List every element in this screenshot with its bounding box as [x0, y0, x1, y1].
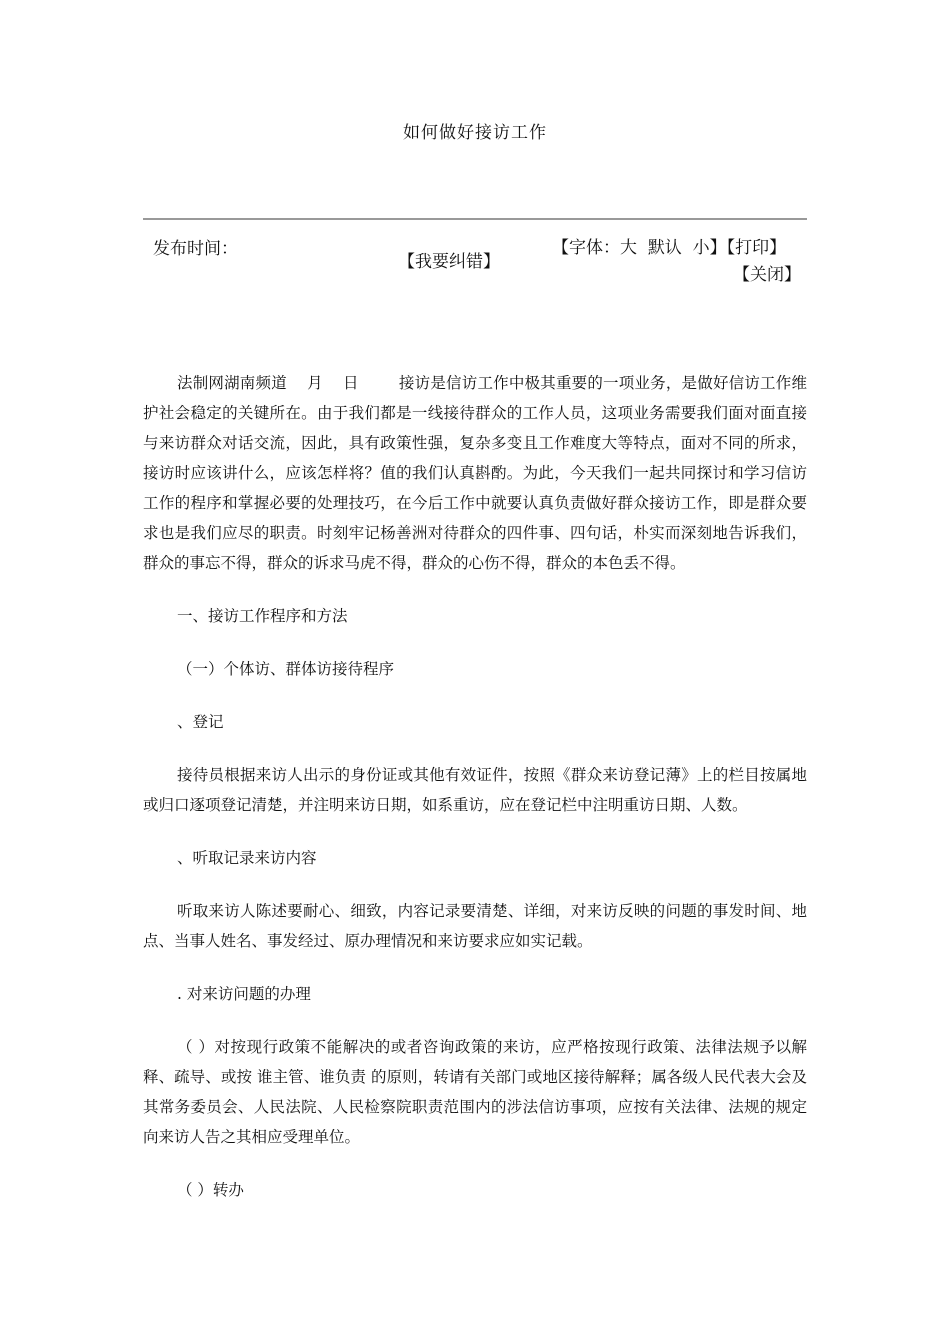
publish-time-label: 发布时间： [153, 239, 238, 259]
day-label: 日 [342, 374, 359, 392]
subsection-handling-text: （ ）对按现行政策不能解决的或者咨询政策的来访，应严格按现行政策、法律法规予以解释、疏导、或按 谁主管、谁负责 的原则，转请有关部门或地区接待解释；属各级人民代表大会及其常务委员会、人民法院、人民检察院职责范围内的涉法信访事项，应按有关法律、法规的规定向来访人告之其相应受理单位。 [143, 1038, 807, 1146]
font-size-default-link[interactable]: 默认 [647, 238, 682, 258]
subsection-record-text: 听取来访人陈述要耐心、细致，内容记录要清楚、详细，对来访反映的问题的事发时间、地点、当事人姓名、事发经过、原办理情况和来访要求应如实记载。 [143, 902, 807, 950]
subsection-transfer-title: （ ）转办 [177, 1181, 244, 1199]
intro-paragraph [143, 368, 807, 578]
font-size-suffix: 】 [709, 238, 727, 258]
close-link[interactable]: 【关闭】 [733, 265, 801, 285]
section-heading-2: （一）个体访、群体访接待程序 [177, 660, 395, 678]
intro-text: 接访是信访工作中极其重要的一项业务，是做好信访工作维护社会稳定的关键所在。由于我们都是一线接待群众的工作人员，这项业务需要我们面对面直接与来访群众对话交流，因此，具有政策性强，复杂多变且工作难度大等特点，面对不同的所求，接访时应该讲什么，应该怎样将？值的我们认真斟酌。为此，今天我们一起共同探讨和学习信访工作的程序和掌握必要的处理技巧，在今后工作中就要认真负责做好群众接访工作，即是群众要求也是我们应尽的职责。时刻牢记杨善洲对待群众的四件事、四句话，朴实而深刻地告诉我们，群众的事忘不得，群众的诉求马虎不得，群众的心伤不得，群众的本色丢不得。 [143, 374, 807, 572]
article-title: 如何做好接访工作 [403, 123, 547, 143]
font-size-toolbar [552, 233, 786, 258]
font-size-prefix: 【字体： [552, 238, 620, 258]
print-link[interactable]: 【打印】 [726, 238, 787, 258]
subsection-register-text: 接待员根据来访人出示的身份证或其他有效证件，按照《群众来访登记薄》上的栏目按属地或归口逐项登记清楚，并注明来访日期，如系重访，应在登记栏中注明重访日期、人数。 [143, 766, 807, 814]
header-divider [143, 218, 807, 220]
source-label: 法制网湖南频道 [177, 374, 287, 392]
month-label: 月 [306, 374, 323, 392]
section-heading-1: 一、接访工作程序和方法 [177, 607, 348, 625]
subsection-handling-title: . 对来访问题的办理 [177, 985, 311, 1003]
subsection-register-title: 、登记 [177, 713, 224, 731]
subsection-record-title: 、听取记录来访内容 [177, 849, 317, 867]
font-size-large-link[interactable]: 大 [620, 238, 637, 258]
font-size-small-link[interactable]: 小 [692, 238, 710, 258]
report-error-link[interactable]: 【我要纠错】 [398, 252, 500, 272]
article-body [143, 368, 807, 1205]
